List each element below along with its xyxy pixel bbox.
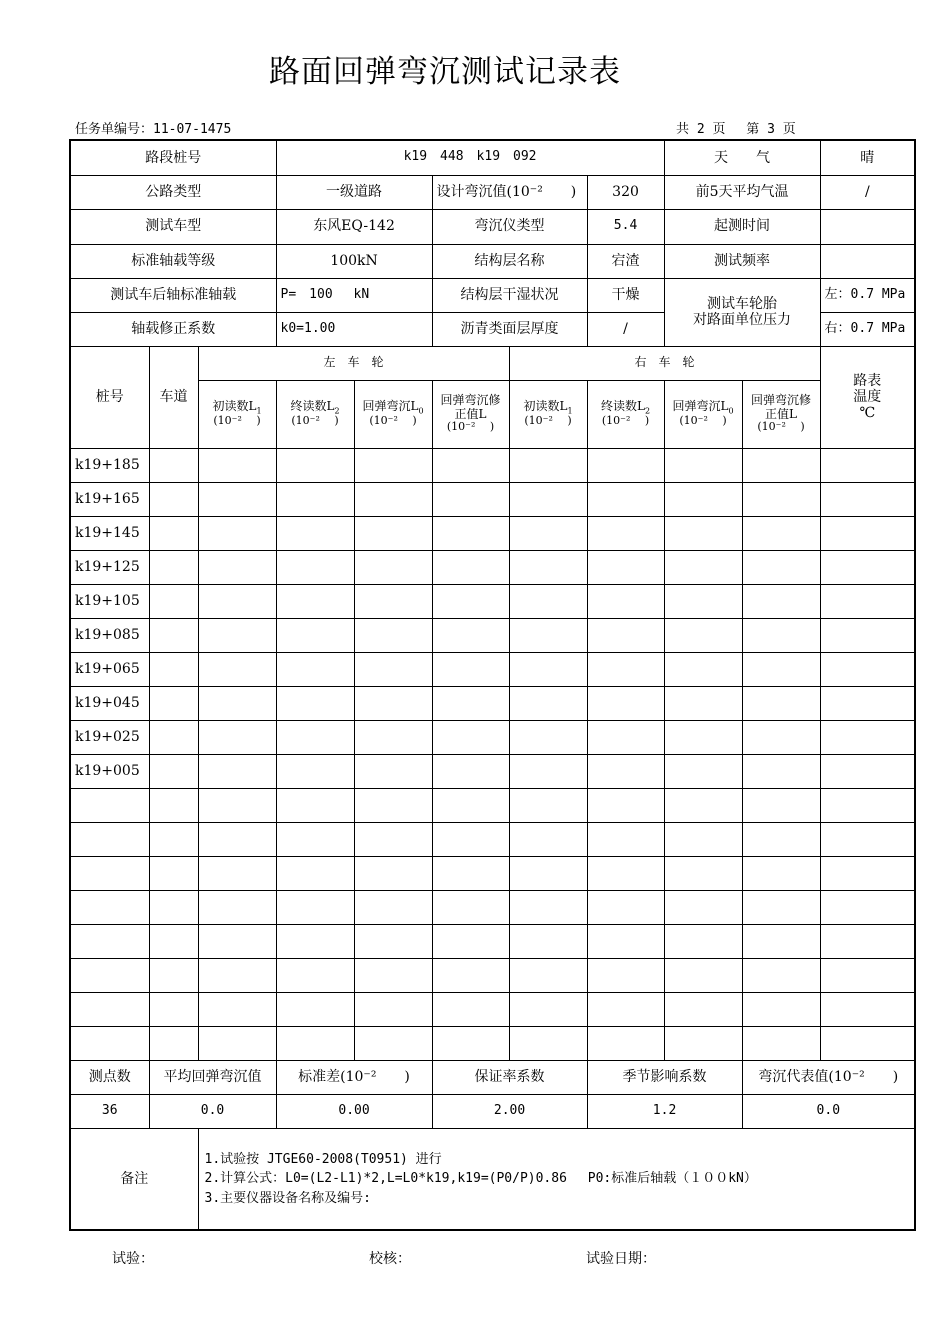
task-number: 任务单编号：11-07-1475: [75, 122, 232, 137]
data-cell: [276, 754, 354, 788]
design-deflection-value: 320: [587, 175, 664, 209]
data-cell: [198, 788, 276, 822]
data-cell: [354, 720, 432, 754]
data-cell: [509, 958, 587, 992]
data-cell: [820, 686, 915, 720]
data-cell: [509, 822, 587, 856]
data-cell: [432, 516, 509, 550]
data-cell: [354, 550, 432, 584]
start-time-label: 起测时间: [664, 209, 820, 244]
table-row: [70, 652, 915, 686]
data-cell: [742, 584, 820, 618]
data-cell: [432, 482, 509, 516]
data-cell: [149, 958, 198, 992]
rep-label: 弯沉代表值(10⁻² ): [742, 1060, 915, 1094]
station-cell: [70, 890, 149, 924]
data-cell: [198, 618, 276, 652]
vehicle-label: 测试车型: [70, 209, 276, 244]
data-cell: [587, 516, 664, 550]
weather-value: 晴: [820, 140, 915, 175]
data-cell: [664, 652, 742, 686]
data-cell: [354, 1026, 432, 1060]
lane-header: 车道: [149, 346, 198, 448]
table-row: [70, 550, 915, 584]
data-cell: [742, 516, 820, 550]
data-cell: [149, 856, 198, 890]
data-cell: [198, 584, 276, 618]
data-cell: [276, 890, 354, 924]
data-cell: [664, 516, 742, 550]
data-cell: [664, 1026, 742, 1060]
rear-axle-value: P= 100 kN: [276, 278, 432, 312]
data-cell: [742, 822, 820, 856]
road-type-value: 一级道路: [276, 175, 432, 209]
station-cell: k19+125: [70, 550, 149, 584]
data-cell: [276, 584, 354, 618]
remark-line-1: 1.试验按 JTGE60-2008(T0951) 进行: [204, 1151, 442, 1167]
data-cell: [432, 890, 509, 924]
data-cell: [276, 686, 354, 720]
data-cell: [664, 992, 742, 1026]
data-cell: [276, 822, 354, 856]
data-cell: [664, 584, 742, 618]
data-cell: [664, 890, 742, 924]
data-cell: [276, 482, 354, 516]
data-cell: [820, 822, 915, 856]
data-cell: [820, 788, 915, 822]
table-row: [70, 788, 915, 822]
page-title: 路面回弹弯沉测试记录表: [269, 54, 621, 90]
station-cell: [70, 924, 149, 958]
data-cell: [587, 992, 664, 1026]
data-cell: [820, 924, 915, 958]
station-cell: k19+085: [70, 618, 149, 652]
data-cell: [354, 482, 432, 516]
points-label: 测点数: [70, 1060, 149, 1094]
season-value: 1.2: [587, 1094, 742, 1128]
avg-temp-label: 前5天平均气温: [664, 175, 820, 209]
data-cell: [587, 1026, 664, 1060]
station-cell: k19+185: [70, 448, 149, 482]
data-cell: [354, 992, 432, 1026]
data-cell: [587, 550, 664, 584]
data-cell: [587, 958, 664, 992]
data-cell: [742, 550, 820, 584]
data-cell: [198, 448, 276, 482]
data-cell: [149, 550, 198, 584]
data-cell: [432, 788, 509, 822]
data-cell: [149, 788, 198, 822]
data-cell: [198, 652, 276, 686]
data-cell: [820, 754, 915, 788]
data-cell: [820, 482, 915, 516]
data-cell: [198, 890, 276, 924]
guarantee-value: 2.00: [432, 1094, 587, 1128]
road-type-label: 公路类型: [70, 175, 276, 209]
axle-grade-value: 100kN: [276, 244, 432, 278]
record-table: [69, 139, 916, 1231]
data-cell: [198, 754, 276, 788]
data-cell: [587, 890, 664, 924]
data-cell: [742, 652, 820, 686]
data-cell: [820, 856, 915, 890]
data-cell: [432, 822, 509, 856]
data-cell: [664, 788, 742, 822]
data-cell: [432, 448, 509, 482]
data-cell: [354, 448, 432, 482]
station-cell: k19+065: [70, 652, 149, 686]
season-label: 季节影响系数: [587, 1060, 742, 1094]
design-deflection-label: 设计弯沉值(10⁻² ): [432, 175, 587, 209]
right-final-header: 终读数$L_2$ (10⁻² ): [587, 380, 664, 448]
road-temp-header: [820, 346, 915, 448]
data-cell: [276, 448, 354, 482]
data-cell: [587, 686, 664, 720]
axle-coef-value: k0=1.00: [276, 312, 432, 346]
data-cell: [742, 924, 820, 958]
data-cell: [509, 788, 587, 822]
data-cell: [149, 992, 198, 1026]
data-cell: [742, 890, 820, 924]
data-cell: [820, 652, 915, 686]
data-cell: [820, 448, 915, 482]
vehicle-value: 东风EQ-142: [276, 209, 432, 244]
data-cell: [432, 550, 509, 584]
station-header: 桩号: [70, 346, 149, 448]
data-cell: [587, 618, 664, 652]
layer-name-value: 宕渣: [587, 244, 664, 278]
data-cell: [664, 720, 742, 754]
data-cell: [509, 856, 587, 890]
guarantee-label: 保证率系数: [432, 1060, 587, 1094]
data-cell: [198, 856, 276, 890]
data-cell: [198, 720, 276, 754]
data-cell: [587, 924, 664, 958]
data-cell: [276, 1026, 354, 1060]
data-cell: [664, 822, 742, 856]
data-cell: [587, 754, 664, 788]
data-cell: [820, 992, 915, 1026]
data-cell: [149, 822, 198, 856]
table-row: [70, 1026, 915, 1060]
station-cell: [70, 958, 149, 992]
data-cell: [432, 1026, 509, 1060]
data-cell: [276, 958, 354, 992]
station-cell: [70, 992, 149, 1026]
data-cell: [149, 924, 198, 958]
right-initial-header: 初读数$L_1$ (10⁻² ): [509, 380, 587, 448]
data-cell: [664, 482, 742, 516]
data-cell: [509, 448, 587, 482]
instrument-label: 弯沉仪类型: [432, 209, 587, 244]
data-cell: [149, 516, 198, 550]
page-indicator: 共 2 页 第 3 页: [676, 122, 796, 137]
left-final-header: 终读数$L_2$ (10⁻² ): [276, 380, 354, 448]
data-cell: [509, 618, 587, 652]
data-cell: [820, 584, 915, 618]
data-cell: [742, 482, 820, 516]
data-cell: [198, 686, 276, 720]
table-row: [70, 890, 915, 924]
rear-axle-label: 测试车后轴标准轴载: [70, 278, 276, 312]
road-temp-line2: 温度: [853, 388, 882, 405]
data-cell: [509, 584, 587, 618]
station-cell: k19+165: [70, 482, 149, 516]
data-cell: [276, 788, 354, 822]
data-cell: [742, 754, 820, 788]
data-cell: [664, 618, 742, 652]
axle-grade-label: 标准轴载等级: [70, 244, 276, 278]
data-cell: [432, 924, 509, 958]
data-cell: [276, 652, 354, 686]
data-cell: [820, 1026, 915, 1060]
tire-left-value: 左：0.7 MPa: [820, 278, 915, 312]
data-cell: [509, 652, 587, 686]
data-cell: [820, 890, 915, 924]
data-cell: [742, 958, 820, 992]
data-cell: [354, 754, 432, 788]
data-cell: [354, 856, 432, 890]
data-cell: [820, 618, 915, 652]
avg-temp-value: /: [820, 175, 915, 209]
table-row: [70, 822, 915, 856]
data-cell: [198, 958, 276, 992]
data-cell: [149, 720, 198, 754]
data-cell: [149, 584, 198, 618]
left-corrected-header: 回弹弯沉修 正值L (10⁻² ): [432, 380, 509, 448]
data-cell: [587, 822, 664, 856]
data-cell: [432, 958, 509, 992]
layer-name-label: 结构层名称: [432, 244, 587, 278]
station-cell: [70, 822, 149, 856]
data-cell: [149, 448, 198, 482]
road-temp-line1: 路表: [853, 372, 882, 389]
remark-line-2: 2.计算公式：L0=(L2-L1)*2,L=L0*k19,k19=(P0/P)0.86 P0:标准后轴载（１００kN）: [204, 1171, 757, 1186]
left-initial-header: 初读数$L_1$ (10⁻² ): [198, 380, 276, 448]
data-cell: [149, 686, 198, 720]
tire-right-value: 右：0.7 MPa: [820, 312, 915, 346]
data-cell: [432, 618, 509, 652]
data-cell: [149, 890, 198, 924]
station-cell: [70, 788, 149, 822]
data-cell: [198, 482, 276, 516]
station-cell: k19+005: [70, 754, 149, 788]
data-cell: [742, 856, 820, 890]
data-cell: [742, 720, 820, 754]
data-cell: [587, 720, 664, 754]
data-cell: [276, 856, 354, 890]
data-cell: [664, 448, 742, 482]
asphalt-value: /: [587, 312, 664, 346]
frequency-label: 测试频率: [664, 244, 820, 278]
data-cell: [742, 448, 820, 482]
table-row: [70, 958, 915, 992]
road-temp-line3: ℃: [859, 405, 876, 422]
data-cell: [587, 448, 664, 482]
left-wheel-header: 左 车 轮: [198, 346, 509, 380]
data-cell: [664, 550, 742, 584]
station-cell: k19+145: [70, 516, 149, 550]
remark-line-3: 3.主要仪器设备名称及编号:: [204, 1190, 371, 1206]
station-cell: k19+045: [70, 686, 149, 720]
data-cell: [149, 652, 198, 686]
data-cell: [587, 856, 664, 890]
table-row: [70, 686, 915, 720]
table-row: [70, 618, 915, 652]
data-cell: [509, 1026, 587, 1060]
data-cell: [198, 822, 276, 856]
data-cell: [354, 822, 432, 856]
data-cell: [432, 686, 509, 720]
data-cell: [742, 618, 820, 652]
data-cell: [509, 754, 587, 788]
data-cell: [509, 720, 587, 754]
data-cell: [276, 516, 354, 550]
data-cell: [820, 958, 915, 992]
data-cell: [664, 958, 742, 992]
data-cell: [432, 856, 509, 890]
data-cell: [509, 516, 587, 550]
segment-label: 路段桩号: [70, 140, 276, 175]
std-label: 标准差(10⁻² ): [276, 1060, 432, 1094]
test-date-label: 试验日期：: [586, 1251, 656, 1267]
data-cell: [509, 686, 587, 720]
instrument-value: 5.4: [587, 209, 664, 244]
table-row: [70, 516, 915, 550]
frequency-value: [820, 244, 915, 278]
moisture-label: 结构层干湿状况: [432, 278, 587, 312]
data-cell: [354, 958, 432, 992]
data-cell: [354, 584, 432, 618]
tire-pressure-label-line1: 测试车轮胎: [707, 295, 778, 312]
data-cell: [198, 1026, 276, 1060]
data-cell: [432, 652, 509, 686]
data-cell: [149, 1026, 198, 1060]
table-row: [70, 482, 915, 516]
data-cell: [742, 686, 820, 720]
data-cell: [198, 924, 276, 958]
table-row: [70, 924, 915, 958]
data-cell: [354, 652, 432, 686]
data-cell: [509, 890, 587, 924]
remarks-content: [198, 1128, 915, 1230]
data-cell: [198, 516, 276, 550]
data-cell: [149, 754, 198, 788]
table-row: [70, 856, 915, 890]
avg-label: 平均回弹弯沉值: [149, 1060, 276, 1094]
avg-value: 0.0: [149, 1094, 276, 1128]
data-cell: [587, 652, 664, 686]
segment-value: k19 448 k19 092: [276, 140, 664, 175]
data-cell: [432, 992, 509, 1026]
data-cell: [587, 584, 664, 618]
data-cell: [149, 482, 198, 516]
data-cell: [742, 1026, 820, 1060]
data-cell: [509, 550, 587, 584]
data-cell: [820, 516, 915, 550]
table-row: [70, 584, 915, 618]
data-cell: [587, 482, 664, 516]
data-cell: [820, 550, 915, 584]
station-cell: k19+025: [70, 720, 149, 754]
data-cell: [432, 754, 509, 788]
std-value: 0.00: [276, 1094, 432, 1128]
data-cell: [664, 856, 742, 890]
data-cell: [354, 618, 432, 652]
data-cell: [742, 788, 820, 822]
right-rebound-header: 回弹弯沉$L_0$ (10⁻² ): [664, 380, 742, 448]
data-cell: [664, 686, 742, 720]
table-row: [70, 448, 915, 482]
remarks-label: 备注: [70, 1128, 198, 1230]
data-cell: [820, 720, 915, 754]
data-cell: [149, 618, 198, 652]
data-cell: [276, 720, 354, 754]
data-cell: [432, 584, 509, 618]
data-cell: [509, 482, 587, 516]
left-rebound-header: 回弹弯沉$L_0$ (10⁻² ): [354, 380, 432, 448]
checker-label: 校核：: [369, 1251, 411, 1267]
right-wheel-header: 右 车 轮: [509, 346, 820, 380]
station-cell: k19+105: [70, 584, 149, 618]
data-cell: [354, 686, 432, 720]
data-cell: [432, 720, 509, 754]
start-time-value: [820, 209, 915, 244]
points-value: 36: [70, 1094, 149, 1128]
data-cell: [354, 788, 432, 822]
data-cell: [509, 924, 587, 958]
station-cell: [70, 1026, 149, 1060]
data-cell: [198, 992, 276, 1026]
tire-pressure-label-line2: 对路面单位压力: [693, 312, 792, 328]
data-cell: [664, 924, 742, 958]
data-cell: [354, 516, 432, 550]
data-cell: [276, 992, 354, 1026]
tire-pressure-label: [664, 278, 820, 346]
data-cell: [587, 788, 664, 822]
asphalt-label: 沥青类面层厚度: [432, 312, 587, 346]
rep-value: 0.0: [742, 1094, 915, 1128]
right-corrected-header: 回弹弯沉修 正值L (10⁻² ): [742, 380, 820, 448]
data-cell: [198, 550, 276, 584]
axle-coef-label: 轴载修正系数: [70, 312, 276, 346]
data-cell: [276, 550, 354, 584]
tester-label: 试验：: [112, 1251, 154, 1267]
table-row: [70, 720, 915, 754]
data-cell: [354, 924, 432, 958]
weather-label: 天 气: [664, 140, 820, 175]
table-row: [70, 992, 915, 1026]
moisture-value: 干燥: [587, 278, 664, 312]
data-cell: [742, 992, 820, 1026]
data-cell: [354, 890, 432, 924]
data-rows: [70, 448, 915, 1060]
station-cell: [70, 856, 149, 890]
data-cell: [509, 992, 587, 1026]
data-cell: [664, 754, 742, 788]
table-row: [70, 754, 915, 788]
data-cell: [276, 618, 354, 652]
data-cell: [276, 924, 354, 958]
